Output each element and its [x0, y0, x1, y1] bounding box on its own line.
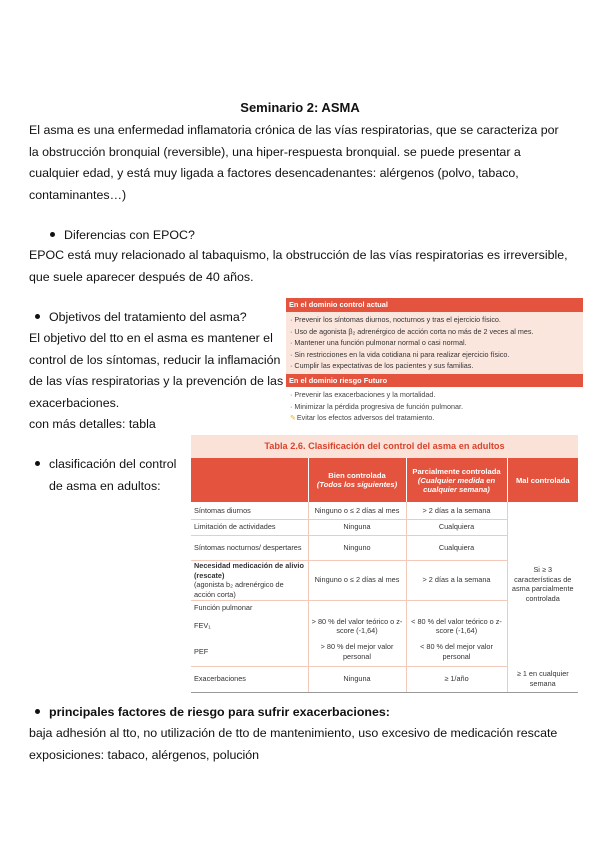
cell-mal-merged: Si ≥ 3 características de asma parcialmente controlada — [511, 565, 574, 603]
table-row-text: Evitar los efectos adversos del tratamiento. — [296, 413, 435, 423]
table-row: · Sin restricciones en la vida cotidiana ni para realizar ejercicio físico. — [290, 349, 510, 359]
control-classification-table — [191, 435, 578, 695]
intro-line: la obstrucción bronquial (reversible), una hiper-respuesta bronquial. se puede presentar a — [29, 144, 521, 159]
clasificacion-line: de asma en adultos: — [49, 478, 161, 493]
table-row: · Mantener una función pulmonar normal o casi normal. — [290, 338, 467, 348]
header-bien-label: Bien controlada — [328, 471, 386, 480]
row-label-bold: Necesidad medicación de alivio (rescate) — [194, 561, 304, 580]
table-header: En el dominio control actual — [286, 298, 583, 312]
bullet-icon — [35, 314, 40, 319]
header-bien — [308, 458, 406, 502]
cell-bien — [308, 600, 406, 614]
epoc-bullet — [50, 228, 195, 242]
cell-bien: Ninguno — [308, 535, 406, 560]
cell-bien: > 80 % del valor teórico o z-score (-1,64) — [308, 614, 406, 638]
objetivos-line: exacerbaciones. — [29, 395, 120, 410]
header-empty — [191, 458, 308, 502]
row-label: Exacerbaciones — [191, 666, 308, 692]
bullet-icon — [35, 461, 40, 466]
factores-bullet-text: principales factores de riesgo para sufrir exacerbaciones: — [49, 705, 390, 719]
table-title: Tabla 2.6. Clasificación del control del asma en adultos — [191, 435, 578, 458]
factores-line: baja adhesión al tto, no utilización de tto de mantenimiento, uso excesivo de medicación rescate — [29, 726, 558, 740]
table-row: · Minimizar la pérdida progresiva de función pulmonar. — [290, 401, 463, 411]
objetivos-paragraph — [29, 328, 284, 436]
table-body — [286, 387, 583, 427]
objetivos-table — [286, 298, 583, 427]
cell-parcial: Cualquiera — [406, 535, 507, 560]
epoc-bullet-text: Diferencias con EPOC? — [64, 228, 195, 242]
table-header-row — [191, 458, 578, 502]
header-parcial — [406, 458, 507, 502]
intro-line: contaminantes…) — [29, 187, 127, 202]
objetivos-bullet-text: Objetivos del tratamiento del asma? — [49, 310, 247, 324]
table-row — [191, 666, 578, 692]
cell-parcial — [406, 600, 507, 614]
table-row: · Prevenir las exacerbaciones y la mortalidad. — [290, 389, 436, 399]
objetivos-line: control de los síntomas, reducir la inflamación — [29, 352, 281, 367]
clasificacion-line: clasificación del control — [49, 457, 177, 471]
factores-line: exposiciones: tabaco, alérgenos, polución — [29, 747, 260, 762]
objetivos-bullet — [35, 310, 247, 324]
table-row: · Prevenir los síntomas diurnos, nocturnos y tras el ejercicio físico. — [290, 315, 501, 324]
control-table — [191, 458, 578, 693]
table-row: · Cumplir las expectativas de los pacientes y sus familias. — [290, 361, 474, 371]
cell-parcial: > 2 días a la semana — [406, 560, 507, 600]
header-parcial-label: Parcialmente controlada — [412, 466, 501, 476]
header-bien-sub: (Todos los siguientes) — [316, 480, 398, 489]
header-mal: Mal controlada — [507, 458, 578, 502]
objetivos-line: con más detalles: tabla — [29, 417, 156, 431]
cell-parcial: > 2 días a la semana — [406, 502, 507, 519]
objetivos-line: de las vías respiratorias y la prevención de las — [29, 374, 284, 388]
factores-bullet — [35, 705, 390, 719]
bullet-icon — [35, 709, 40, 714]
pencil-icon: ✎ — [290, 415, 296, 423]
table-body — [286, 312, 583, 374]
row-label: Síntomas diurnos — [191, 502, 308, 519]
row-label: Limitación de actividades — [191, 519, 308, 535]
table-row — [191, 502, 578, 519]
table-header: En el dominio riesgo Futuro — [286, 374, 583, 387]
cell-bien: Ninguno o ≤ 2 días al mes — [308, 502, 406, 519]
cell-parcial: < 80 % del valor teórico o z-score (-1,64) — [406, 614, 507, 638]
epoc-paragraph — [29, 245, 574, 288]
cell-bien: > 80 % del mejor valor personal — [308, 638, 406, 666]
cell-parcial: < 80 % del mejor valor personal — [406, 638, 507, 666]
header-parcial-sub: (Cualquier medida en cualquier semana) — [417, 475, 496, 494]
table-row — [290, 412, 579, 425]
cell-bien: Ninguno o ≤ 2 días al mes — [308, 560, 406, 600]
intro-line: El asma es una enfermedad inflamatoria crónica de las vías respiratorias, que se caracteriza por — [29, 123, 559, 137]
page-title: Seminario 2: ASMA — [240, 100, 360, 115]
cell-bien: Ninguna — [308, 666, 406, 692]
intro-line: cualquier edad, y está muy ligada a factores desencadenantes: alérgenos (polvo, tabaco, — [29, 166, 519, 180]
row-label: Síntomas nocturnos/ despertares — [191, 535, 308, 560]
objetivos-line: El objetivo del tto en el asma es mantener el — [29, 331, 273, 345]
intro-paragraph — [29, 120, 574, 206]
cell-parcial: ≥ 1/año — [406, 666, 507, 692]
cell-parcial: Cualquiera — [406, 519, 507, 535]
cell-bien: Ninguna — [308, 519, 406, 535]
bullet-icon — [50, 232, 55, 237]
factores-paragraph — [29, 723, 574, 766]
row-label: FEV₁ — [191, 614, 308, 638]
row-label — [191, 560, 308, 600]
row-label: Función pulmonar — [191, 600, 308, 614]
clasificacion-bullet — [35, 454, 176, 497]
epoc-line: EPOC está muy relacionado al tabaquismo, la obstrucción de las vías respiratorias es irreversible, — [29, 248, 568, 262]
epoc-line: que suele aparecer después de 40 años. — [29, 269, 254, 284]
table-row: · Uso de agonista β₂ adrenérgico de acción corta no más de 2 veces al mes. — [290, 326, 534, 336]
row-label-sub: (agonista b₂ adrenérgico de acción corta) — [194, 580, 284, 599]
row-label: PEF — [191, 638, 308, 666]
cell-mal: ≥ 1 en cualquier semana — [507, 666, 578, 692]
